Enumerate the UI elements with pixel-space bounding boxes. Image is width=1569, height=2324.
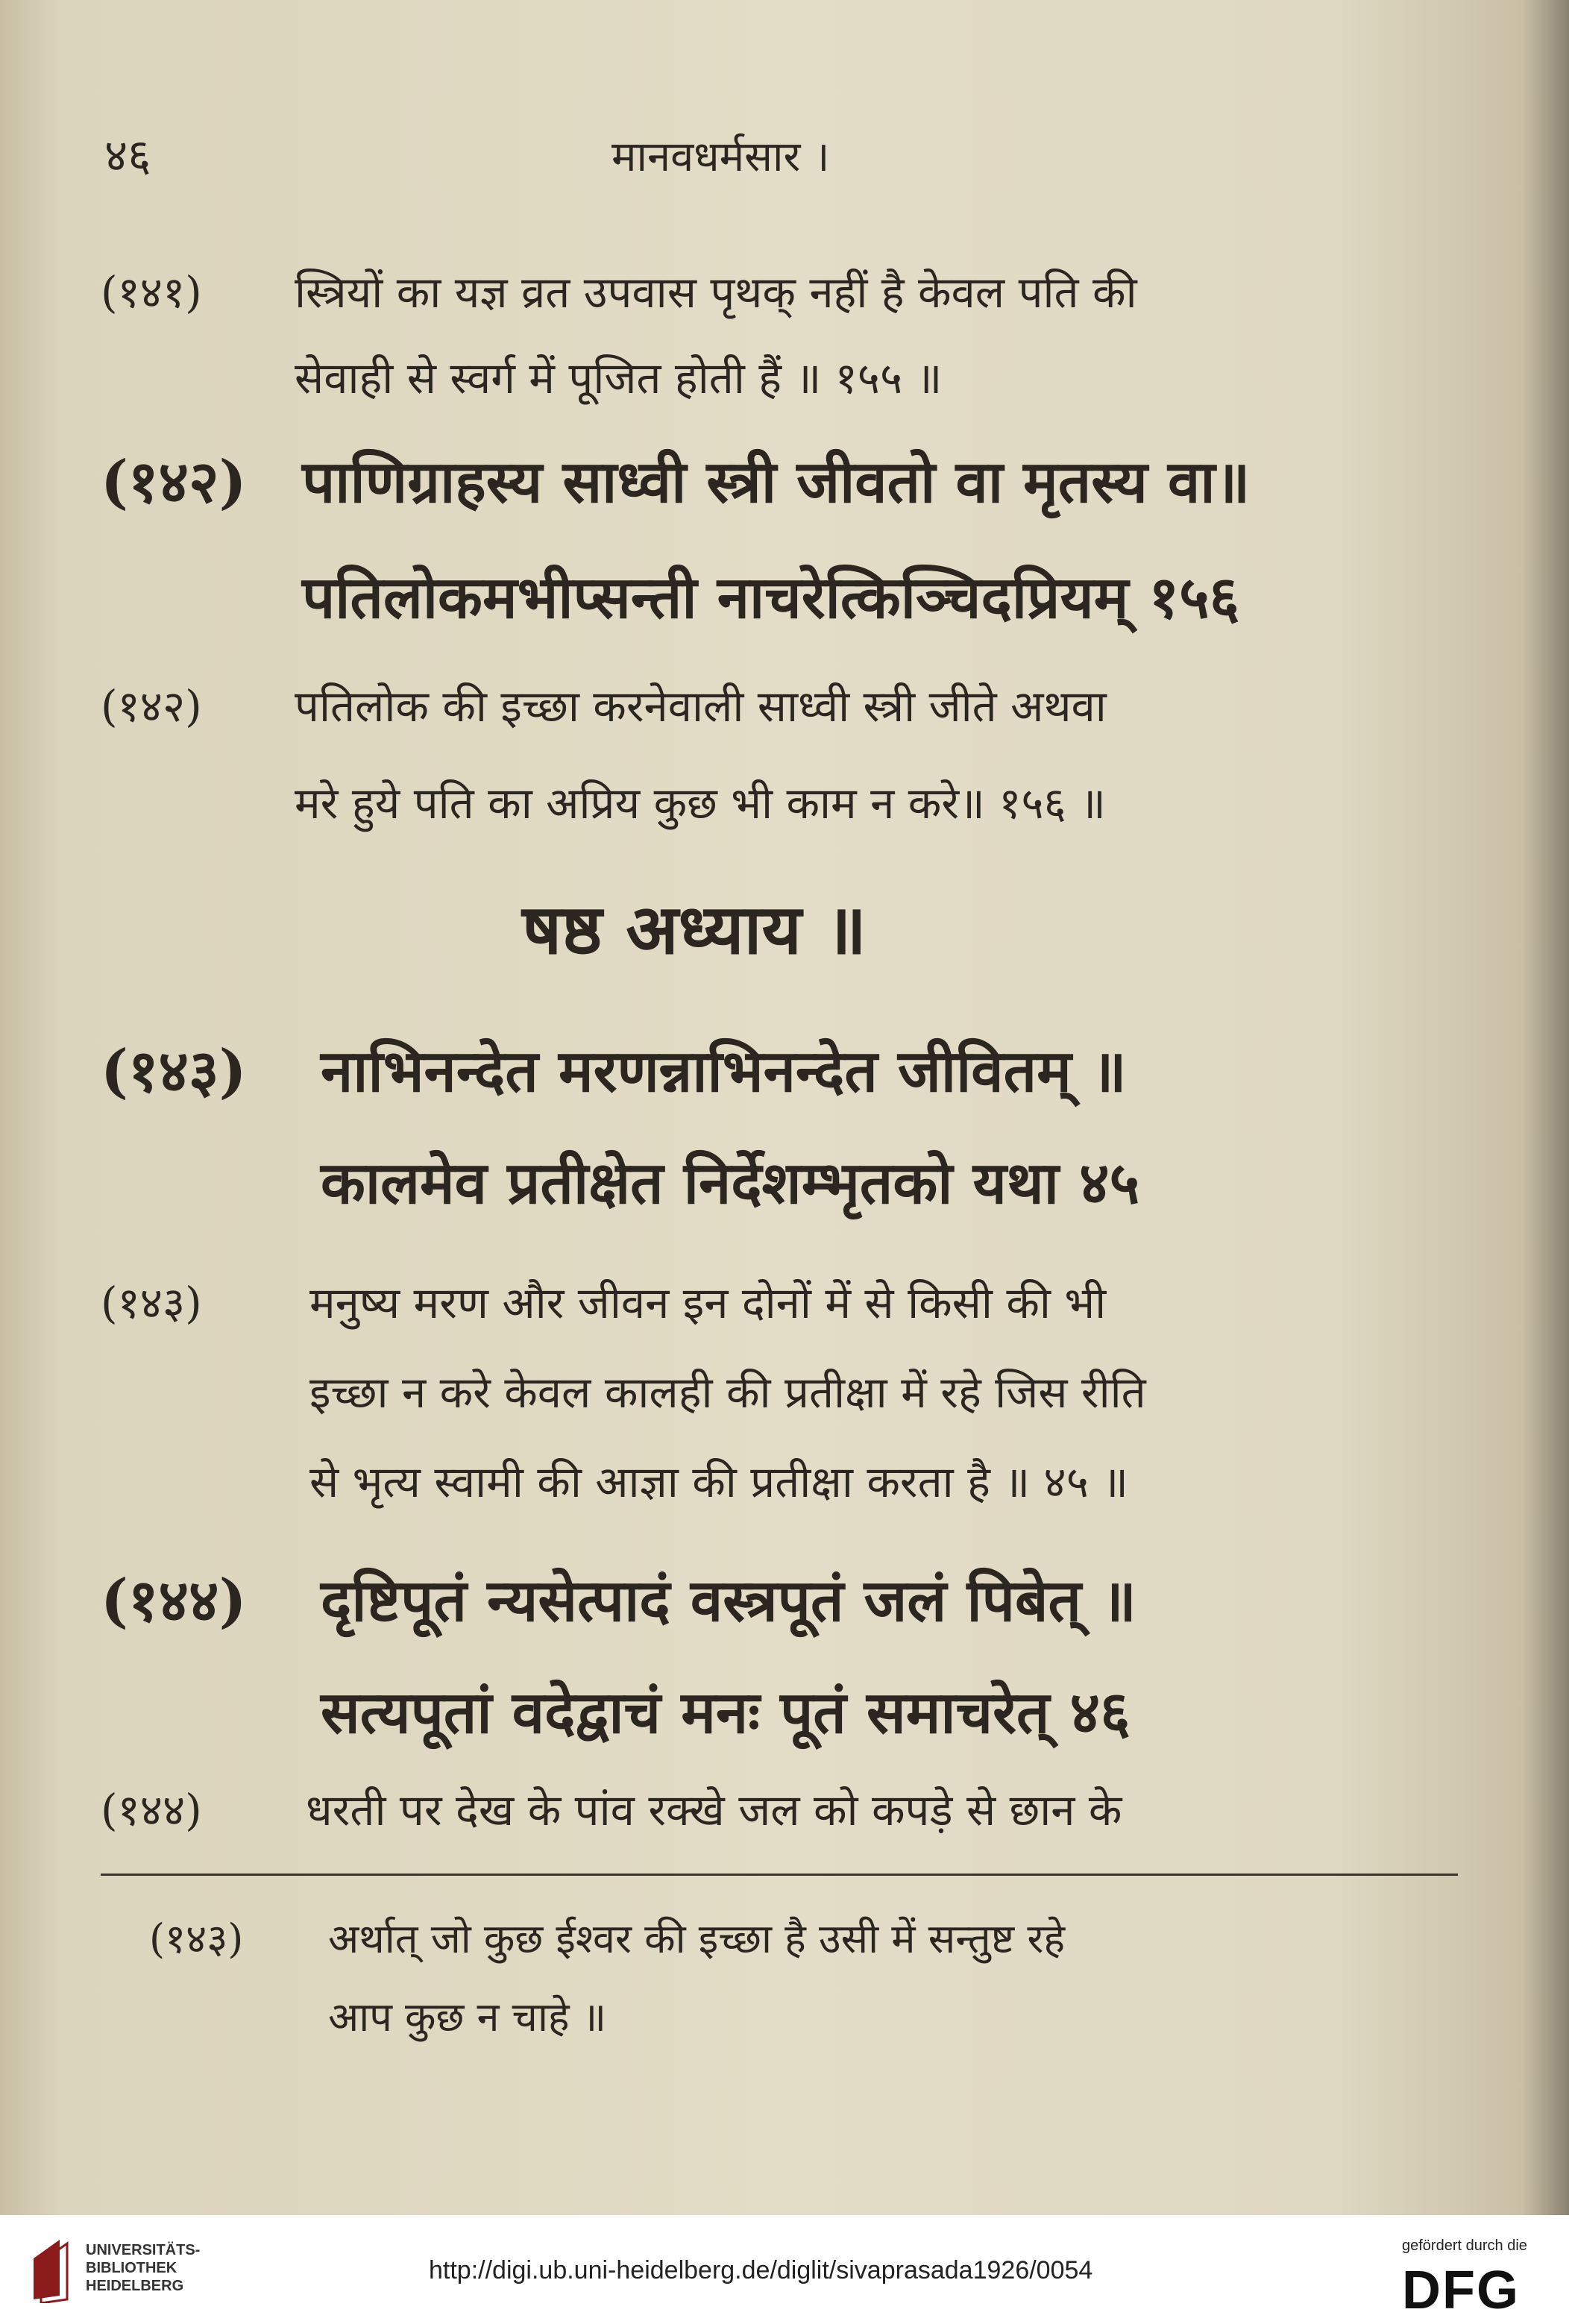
translation-line: इच्छा न करे केवल कालही की प्रतीक्षा में रहे जिस रीति	[309, 1367, 1146, 1418]
page-number: ४६	[104, 130, 151, 182]
dfg-logo: DFG	[1402, 2261, 1520, 2320]
chapter-heading: षष्ठ अध्याय ॥	[522, 889, 867, 970]
verse-number: (१४२)	[101, 681, 202, 732]
funding-note: gefördert durch die	[1402, 2237, 1527, 2254]
translation-line: धरती पर देख के पांव रक्खे जल को कपड़े से छान के	[306, 1785, 1122, 1835]
running-title: मानवधर्मसार ।	[611, 133, 830, 181]
verse-number: (१४१)	[101, 267, 202, 318]
library-logo-icon	[30, 2236, 75, 2303]
translation-line: मरे हुये पति का अप्रिय कुछ भी काम न करे॥ १५६ ॥	[295, 778, 1106, 829]
sanskrit-verse-line: नाभिनन्देत मरणन्नाभिनन्देत जीवितम् ॥	[321, 1037, 1127, 1105]
sanskrit-verse-line: दृष्टिपूतं न्यसेत्पादं वस्त्रपूतं जलं पिबेत् ॥	[321, 1567, 1136, 1635]
sanskrit-verse-line: कालमेव प्रतीक्षेत निर्देशम्भृतको यथा ४५	[321, 1149, 1140, 1217]
translation-line: मनुष्य मरण और जीवन इन दोनों में से किसी की भी	[309, 1278, 1107, 1328]
translation-line: पतिलोक की इच्छा करनेवाली साध्वी स्त्री जीते अथवा	[295, 681, 1107, 732]
footnote-divider	[101, 1874, 1458, 1876]
source-url-link[interactable]: http://digi.ub.uni-heidelberg.de/diglit/sivaprasada1926/0054	[429, 2256, 1093, 2284]
verse-number: (१४३)	[101, 1037, 247, 1105]
translation-line: स्त्रियों का यज्ञ व्रत उपवास पृथक् नहीं है केवल पति की	[295, 267, 1137, 318]
translation-line: से भृत्य स्वामी की आज्ञा की प्रतीक्षा करता है ॥ ४५ ॥	[309, 1457, 1129, 1507]
verse-number: (१४३)	[101, 1278, 202, 1328]
footnote-line: आप कुछ न चाहे ॥	[328, 1994, 607, 2041]
footnote-number: (१४३)	[149, 1915, 244, 1962]
verse-number: (१४२)	[101, 448, 247, 516]
sanskrit-verse-line: सत्यपूतां वदेद्वाचं मनः पूतं समाचरेत् ४६	[321, 1679, 1131, 1747]
sanskrit-verse-line: पतिलोकमभीप्सन्ती नाचरेत्किञ्चिदप्रियम् १५६	[302, 564, 1240, 632]
translation-line: सेवाही से स्वर्ग में पूजित होती हैं ॥ १५५ ॥	[295, 353, 943, 403]
sanskrit-verse-line: पाणिग्राहस्य साध्वी स्त्री जीवतो वा मृतस्य वा॥	[302, 448, 1251, 516]
library-name: UNIVERSITÄTS- BIBLIOTHEK HEIDELBERG	[86, 2242, 201, 2294]
verse-number: (१४४)	[101, 1567, 247, 1635]
footnote-line: अर्थात् जो कुछ ईश्वर की इच्छा है उसी में सन्तुष्ट रहे	[328, 1915, 1066, 1962]
verse-number: (१४४)	[101, 1785, 202, 1835]
